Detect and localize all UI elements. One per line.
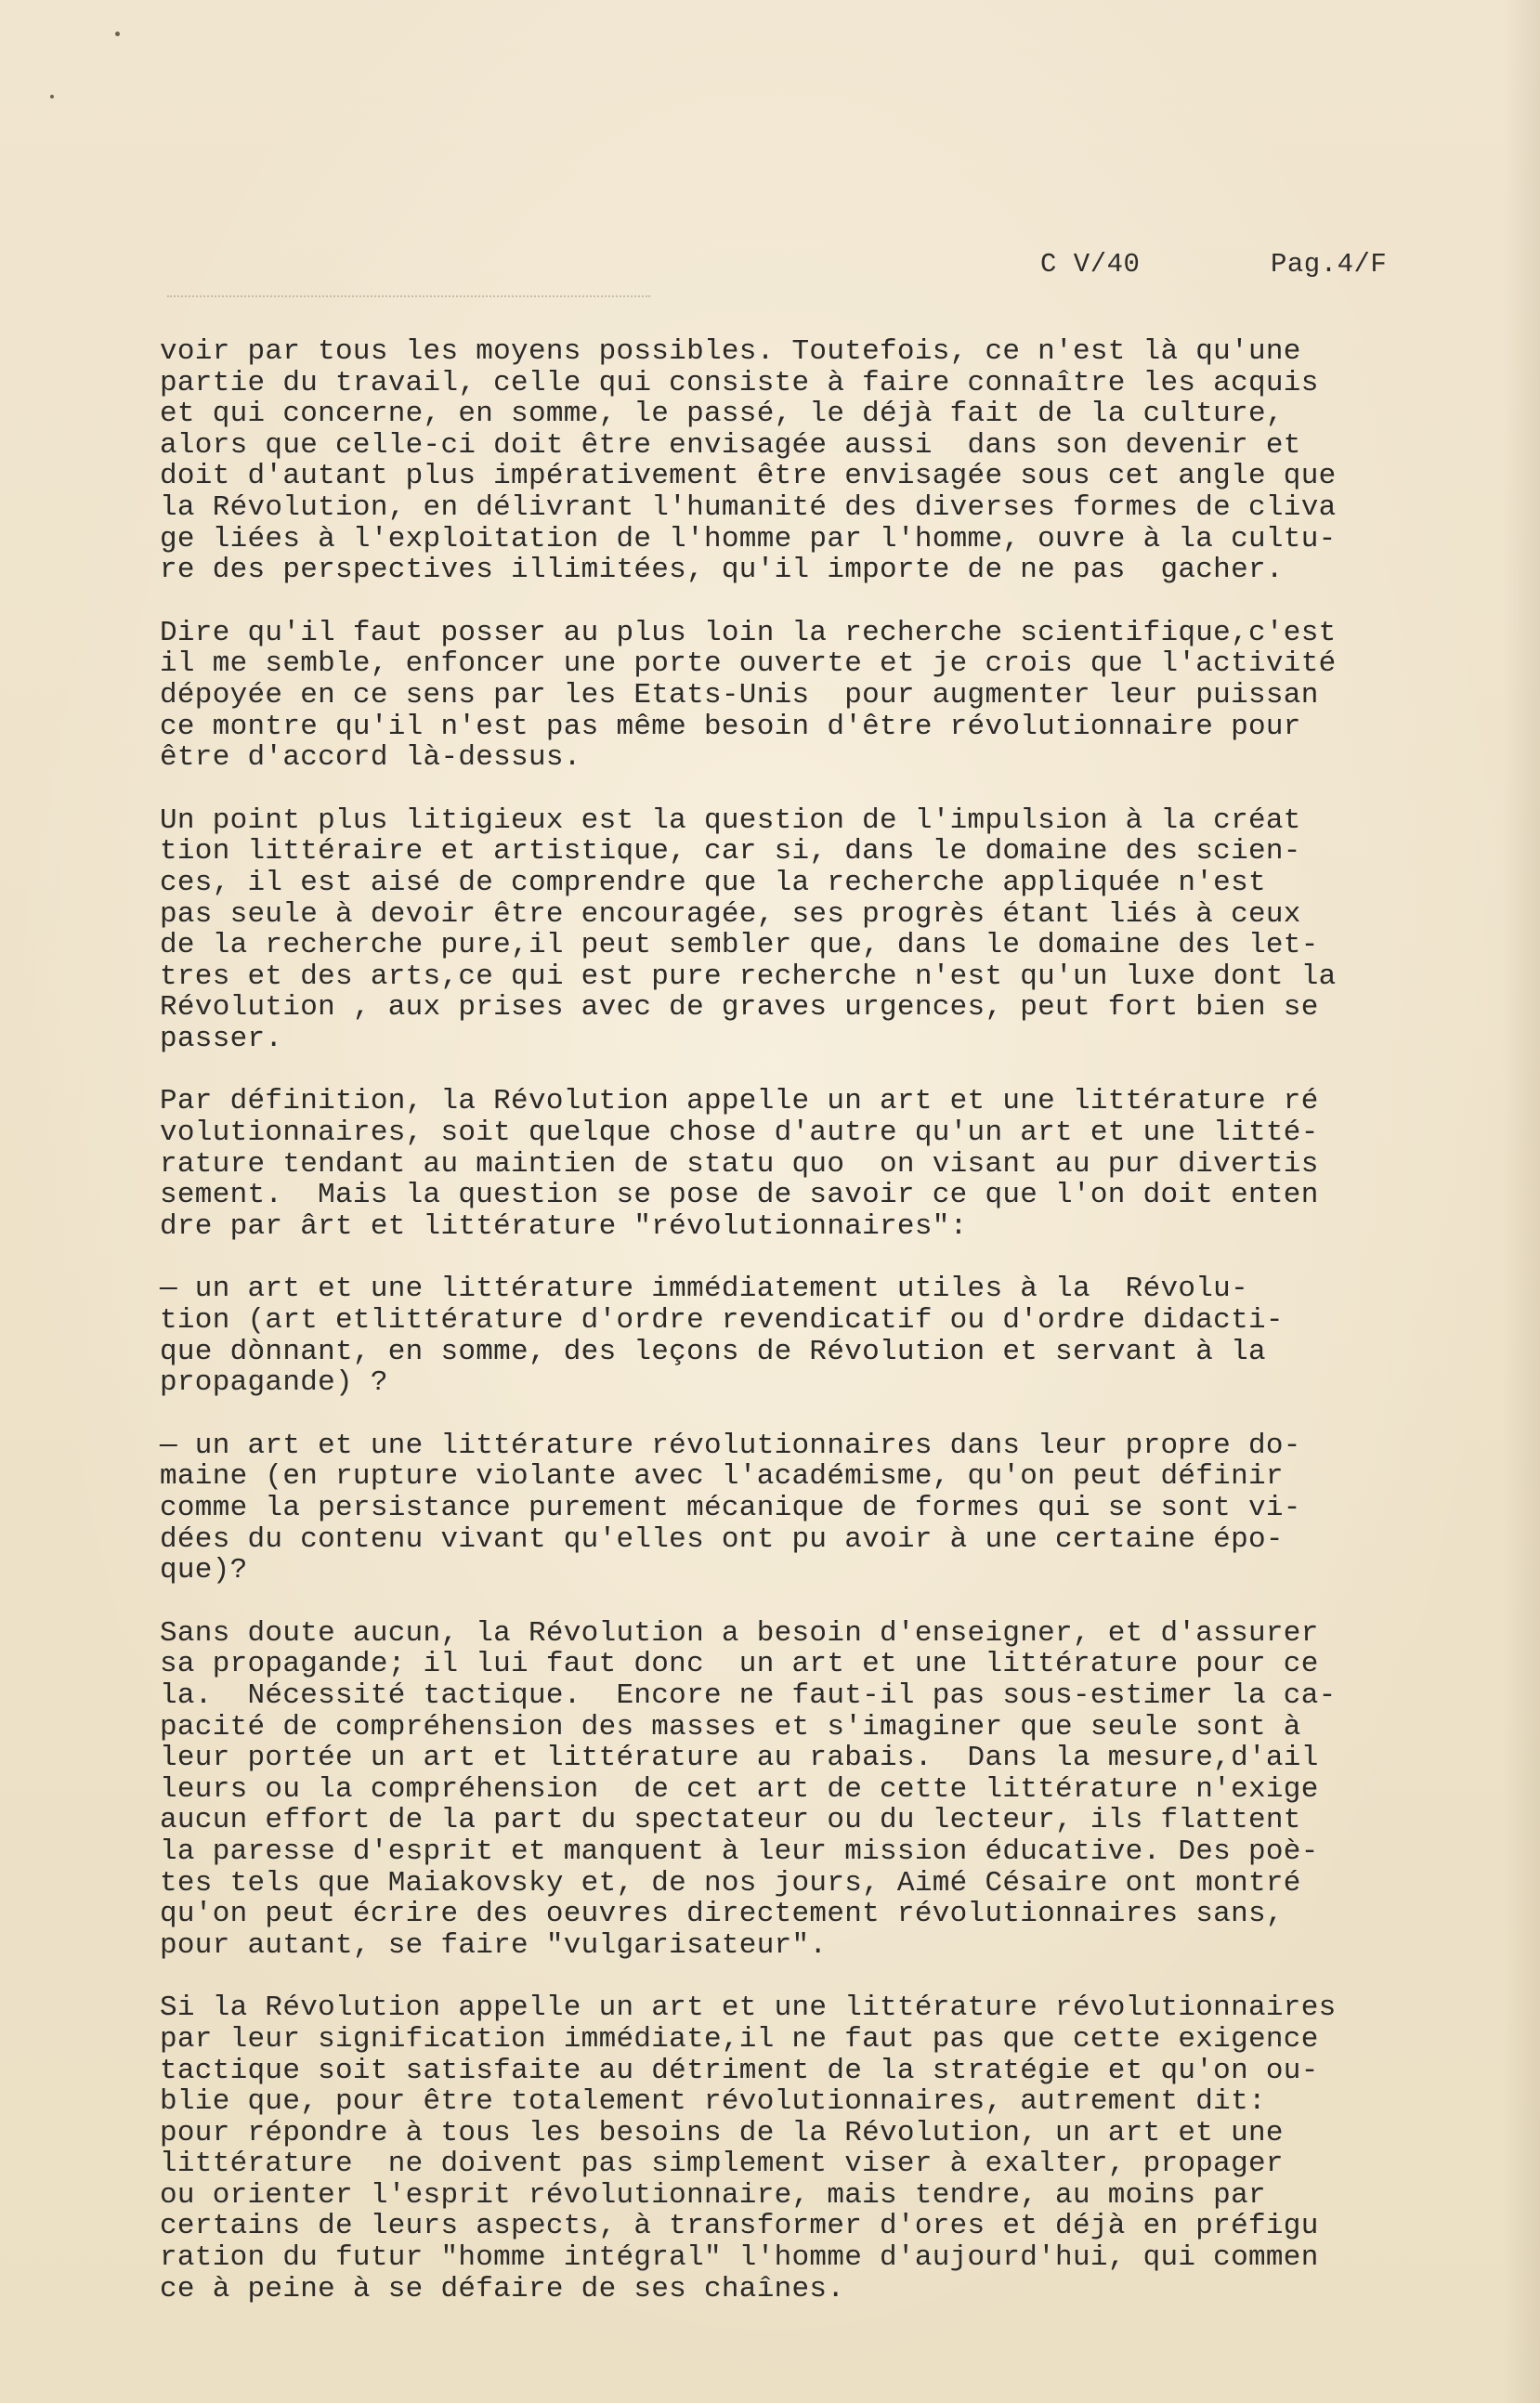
page-number: Pag.4/F [1271, 249, 1388, 280]
paragraph-7: Sans doute aucun, la Révolution a besoin d'enseigner, et d'assurer sa propagande; il lui faut donc un art et une littérature pour ce la. Nécessité tactique. Encore ne faut-il pas sous-estimer la ca- pacité de compréhension des masses et s'imaginer que seule sont à leur portée un art et littérature au rabais. Dans la mesure,d'ail leurs ou la compréhension de cet art de cette littérature n'exige aucun effort de la part du spectateur ou du lecteur, ils flattent la paresse d'esprit et manquent à leur mission éducative. Des poè- tes tels que Maiakovsky et, de nos jours, Aimé Césaire ont montré qu'on peut écrire des oeuvres directement révolutionnaires sans, pour autant, se faire "vulgarisateur". [160, 1616, 1337, 1962]
faint-rule [167, 295, 650, 297]
paragraph-6: — un art et une littérature révolutionnaires dans leur propre do- maine (en rupture violante avec l'académisme, qu'on peut définir comme la persistance purement mécanique de formes qui se sont vi- dées du contenu vivant qu'elles ont pu avoir à une certaine épo- que)? [160, 1429, 1301, 1587]
document-reference: C V/40 [1040, 249, 1141, 280]
page-edge-shadow [1503, 0, 1540, 2403]
paragraph-3: Un point plus litigieux est la question de l'impulsion à la créat tion littéraire et artistique, car si, dans le domaine des scien- ces, il est aisé de comprendre que la recherche appliquée n'est pas seule à devoir être encouragée, ses progrès étant liés à ceux de la recherche pure,il peut sembler que, dans le domaine des let- tres et des arts,ce qui est pure recherche n'est qu'un luxe dont la Révolution , aux prises avec de graves urgences, peut fort bien se passer. [160, 803, 1337, 1055]
paragraph-4: Par définition, la Révolution appelle un art et une littérature ré volutionnaires, soit quelque chose d'autre qu'un art et une litté- rature tendant au maintien de statu quo on visant au pur divertis sement. Mais la question se pose de savoir ce que l'on doit enten dre par ârt et littérature "révolutionnaires": [160, 1085, 1319, 1243]
paragraph-5: — un art et une littérature immédiatement utiles à la Révolu- tion (art etlittérature d'ordre revendicatif ou d'ordre didacti- que dònnant, en somme, des leçons de Révolution et servant à la propagande) ? [160, 1273, 1284, 1400]
document-body [160, 336, 1451, 2336]
paper-speck [50, 95, 54, 98]
page-header [1040, 249, 1387, 280]
paper-speck [115, 32, 120, 36]
paragraph-8: Si la Révolution appelle un art et une littérature révolutionnaires par leur signification immédiate,il ne faut pas que cette exigence tactique soit satisfaite au détriment de la stratégie et qu'on ou- blie que, pour être totalement révolutionnaires, autrement dit: pour répondre à tous les besoins de la Révolution, un art et une littérature ne doivent pas simplement viser à exalter, propager ou orienter l'esprit révolutionnaire, mais tendre, au moins par certains de leurs aspects, à transformer d'ores et déjà en préfigu ration du futur "homme intégral" l'homme d'aujourd'hui, qui commen ce à peine à se défaire de ses chaînes. [160, 1992, 1337, 2305]
paragraph-1: voir par tous les moyens possibles. Toutefois, ce n'est là qu'une partie du travail, celle qui consiste à faire connaître les acquis et qui concerne, en somme, le passé, le déjà fait de la culture, alors que celle-ci doit être envisagée aussi dans son devenir et doit d'autant plus impérativement être envisagée sous cet angle que la Révolution, en délivrant l'humanité des diverses formes de cliva ge liées à l'exploitation de l'homme par l'homme, ouvre à la cultu- re des perspectives illimitées, qu'il importe de ne pas gacher. [160, 335, 1337, 587]
paragraph-2: Dire qu'il faut posser au plus loin la recherche scientifique,c'est il me semble, enfoncer une porte ouverte et je crois que l'activité dépoyée en ce sens par les Etats-Unis pour augmenter leur puissan ce montre qu'il n'est pas même besoin d'être révolutionnaire pour être d'accord là-dessus. [160, 616, 1337, 775]
